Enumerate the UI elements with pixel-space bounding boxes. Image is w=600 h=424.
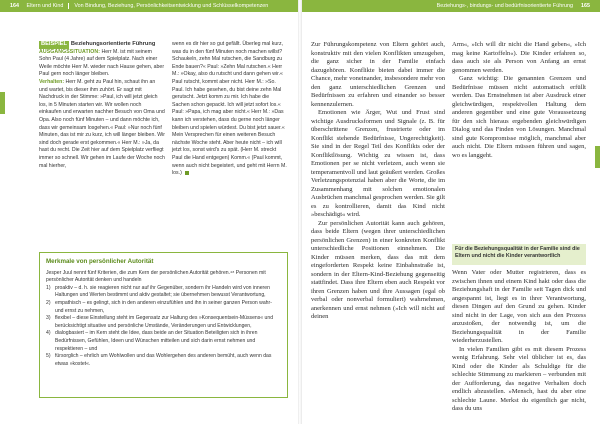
list-item-number: 3) [46, 315, 51, 322]
example-behaviour-text: Herr M. geht zu Paul hin, schaut ihn an und wartet, bis dieser ihm zuhört. Er sagt mit Nachdruck in der Stimme: »Paul, ich will jetzt gleich los, in 5 Minuten starten wir. Wir wollen noch einkaufen und erwarten nachher Besuch von Oma und Opa. Also noch fünf Minuten – und dann möchte ich, dass wir gemeinsam losgehen.« Paul: »Nur noch fünf Minuten, das ist mir zu kurz, ich will länger bleiben. Wir sind doch gerade erst gekommen.« Herr M.: »Ja, da hast du recht. Die Zeit hier auf dem Spielplatz verfliegt immer so schnell. Wir gehen im Laufe der Woche noch mal hierher, [39, 78, 165, 169]
list-item [46, 330, 281, 353]
feature-box [39, 252, 288, 398]
body-paragraph: In vielen Familien gibt es mit diesem Prozess wenig Erfahrung. Sehr viel üblicher ist es, das Kind oder die Kinder als Schuldige für die schlechte Stimmung zu markieren – verbunden mit der Aufforderung, das negative Verhalten doch endlich abzustellen. »Mensch, hast du aber eine schlechte Laune. Merkst du eigentlich gar nicht, dass du uns [452, 345, 586, 412]
feature-intro: Jesper Juul nennt fünf Kriterien, die zum Kern der persönlichen Autorität gehören.⁴⁸ Personen mit persönlicher Autorität denken und handeln [46, 269, 266, 284]
list-item-text: proaktiv – d. h. sie reagieren nicht nur auf ihr Gegenüber, sondern ihr Handeln wird von inneren Haltungen und Werten bestimmt und aktiv gestaltet; sie übernehmen bewusst Verantwortung, [55, 284, 270, 299]
list-item [46, 353, 281, 368]
feature-list [46, 285, 281, 369]
body-paragraph: Emotionen wie Ärger, Wut und Frust sind wichtige Ausdrucksformen und Signale (z. B. für überschrittene Grenzen, frustrierte oder im Konflikt stehende Bedürfnisse, Ungerechtigkeit). Sie sind in der Regel Teil des Konflikts oder der Konfliktlösung. Wichtig zu wissen ist, dass Emotionen per se nicht verletzen, auch wenn sie temperamentvoll und laut geäußert werden. Großes Verletzungspotenzial haben aber die Worte, die im Zusammenhang mit solchen emotionalen Ausbrüchen manchmal gesprochen werden. Sie gilt es zu kontrollieren, damit das Kind nicht »beschädigt« wird. [311, 109, 445, 218]
list-item-text: flexibel – diese Einstellung steht im Gegensatz zur Haltung des »Konsequentsein-Müssens« und berücksichtigt situative und persönliche Umstände, Veränderungen und Entwicklungen, [55, 315, 274, 329]
left-page-number: 164 [10, 3, 19, 9]
example-title: Beziehungsorientierte Führung [70, 41, 156, 47]
example-behaviour-paragraph [39, 79, 165, 170]
example-heading [39, 41, 165, 49]
example-intro-paragraph [39, 49, 165, 79]
list-item [46, 315, 281, 330]
list-item-text: empathisch – es gelingt, sich in den anderen einzufühlen und ihn in seiner ganzen Person wahr- und ernst zu nehmen, [55, 299, 272, 314]
header-separator [68, 3, 69, 9]
left-margin-tab [0, 92, 5, 114]
right-column-1 [311, 41, 445, 322]
body-paragraph: Wenn Vater oder Mutter registrieren, dass es zwischen ihnen und einem Kind hakt oder dass die Beziehungshaft in der Familie seit Tagen dick und angespannt ist, liegt es in ihrer Verantwortung, diesen Dingen auf den Grund zu gehen. Kinder sind nicht in der Lage, von sich aus den Prozess anzustoßen, der notwendig ist, um die Beziehungsqualität in der Familie wiederherzustellen. [452, 269, 586, 344]
end-marker-icon [185, 171, 189, 175]
example-tag: BEISPIEL [41, 41, 67, 47]
body-paragraph: Zur Führungskompetenz von Eltern gehört auch, konstruktiv mit den vielen Konflikten umzugehen, die ganz sicher in der Familie einfach dazugehören. Konflikte bieten dabei immer die Chance, mehr voneinander, insbesondere mehr von den ganz unterschiedlichen Grenzen und Bedürfnissen zu erfahren und einander so besser kennenzulernen. [311, 41, 445, 108]
right-page-header [302, 0, 600, 12]
right-page-number: 165 [581, 3, 590, 9]
body-paragraph: Arm«, »Ich will dir nicht die Hand geben«, »Ich mag keine Kartoffeln«). Die Kinder erfahren so, dass auch sie als Person von Anfang an ernst genommen werden. [452, 41, 586, 74]
right-column-2-continued [452, 269, 586, 414]
list-item [46, 285, 281, 300]
example-subtitle: AUSGANGSSITUATION: [39, 48, 101, 55]
right-margin-tab [595, 146, 600, 168]
example-box [39, 41, 165, 170]
left-page-header [0, 0, 298, 12]
book-spine [298, 0, 302, 424]
feature-title: Merkmale von persönlicher Autorität [46, 258, 154, 265]
section-heading-box: Für die Beziehungsqualität in der Familie sind die Eltern und nicht die Kinder verantwortlich [452, 244, 586, 265]
left-header-title-part2: Von Bindung, Beziehung, Persönlichkeitsentwicklung und Schlüsselkompetenzen [74, 3, 269, 9]
list-item-number: 5) [46, 353, 51, 360]
left-header-title-part1: Eltern und Kind [26, 3, 64, 9]
list-item-number: 2) [46, 299, 51, 306]
list-item-number: 4) [46, 330, 51, 337]
right-header-title: Beziehungs-, bindungs- und bedürfnisorientierte Führung [436, 3, 573, 9]
body-paragraph: Zur persönlichen Autorität kann auch gehören, dass beide Eltern (wegen ihrer unterschiedlichen persönlichen Grenzen) in einer konkreten Konflikt unterschiedliche Positionen einnehmen. Die Kinder müssen merken, dass das mit dem eingeforderten Respekt keine Einbahnstraße ist, sondern in der Eltern-Kind-Beziehung gegenseitig stattfindet. Dass ihre Eltern eben auch Respekt vor ihren Grenzen haben und ihre Aussagen (egal ob verbal oder nonverbal formuliert) wahrnehmen, anerkennen und ernst nehmen (»Ich will nicht auf deinen [311, 219, 445, 320]
list-item-number: 1) [46, 284, 51, 291]
list-item-text: dialogbasiert – im Kern steht die Idee, dass beide an der Situation Beteiligten sich in ihren Bedürfnissen, Gefühlen, Ideen und Wünschen mitteilen und sich darin ernst nehmen und respektieren – und [55, 330, 258, 352]
example-behaviour-label: Verhalten: [39, 78, 65, 85]
list-item-text: fürsorglich – ehrlich um Wohlwollen und das Wohlergehen des anderen bemüht, auch wenn das etwas »kostet«. [55, 353, 272, 367]
right-column-2 [452, 41, 586, 160]
list-item [46, 300, 281, 315]
body-paragraph: Ganz wichtig: Die genannten Grenzen und Bedürfnisse müssen nicht automatisch erfüllt werden. Das Ernstnehmen ist aber Ausdruck einer gleichwürdigen, respektvollen Haltung dem anderen gegenüber und eine gute Voraussetzung für den sich hieraus ergebenden gleichwürdigen Dialog und das Finden von Lösungen. Manchmal sind gute Kompromisse möglich, manchmal aber auch nicht. Die Eltern müssen führen und sagen, wo es langgeht. [452, 75, 586, 159]
example-continued [172, 41, 287, 178]
example-intro: Herr M. ist mit seinem Sohn Paul (4 Jahre) auf dem Spielplatz. Nach einer Weile möchte Herr M. wieder nach Hause gehen, aber Paul gern noch länger bleiben. [39, 48, 165, 78]
example-continued-text: wenn es dir hier so gut gefällt. Überleg mal kurz, was du in den fünf Minuten noch machen willst? Schaukeln, zehn Mal rutschen, die Sandburg zu Ende bauen?« Paul: »Zehn Mal rutschen.« Herr M.: »Okay, also du rutscht und dann gehen wir.« Paul rutscht, kommt aber nicht. Herr M.: »So. Paul. Ich habe gesehen, du bist deine zehn Mal gerutscht. Jetzt komm zu mir. Ich habe die Sachen schon gepackt. Ich will jetzt sofort los.« Paul: »Papa, ich mag aber nicht.« Herr M.: »Das kann ich verstehen, dass du gerne noch länger bleiben und spielen würdest. Du bist jetzt sauer.« Mein Versprechen für einen weiteren Besuch nächste Woche steht. Aber heute nicht – ich will jetzt los, sonst wird's zu spät. (Herr M. streckt Paul die Hand entgegen) Komm.« (Paul kommt, wenn auch nicht begeistert, und geht mit Herrn M. los.) [172, 41, 287, 177]
